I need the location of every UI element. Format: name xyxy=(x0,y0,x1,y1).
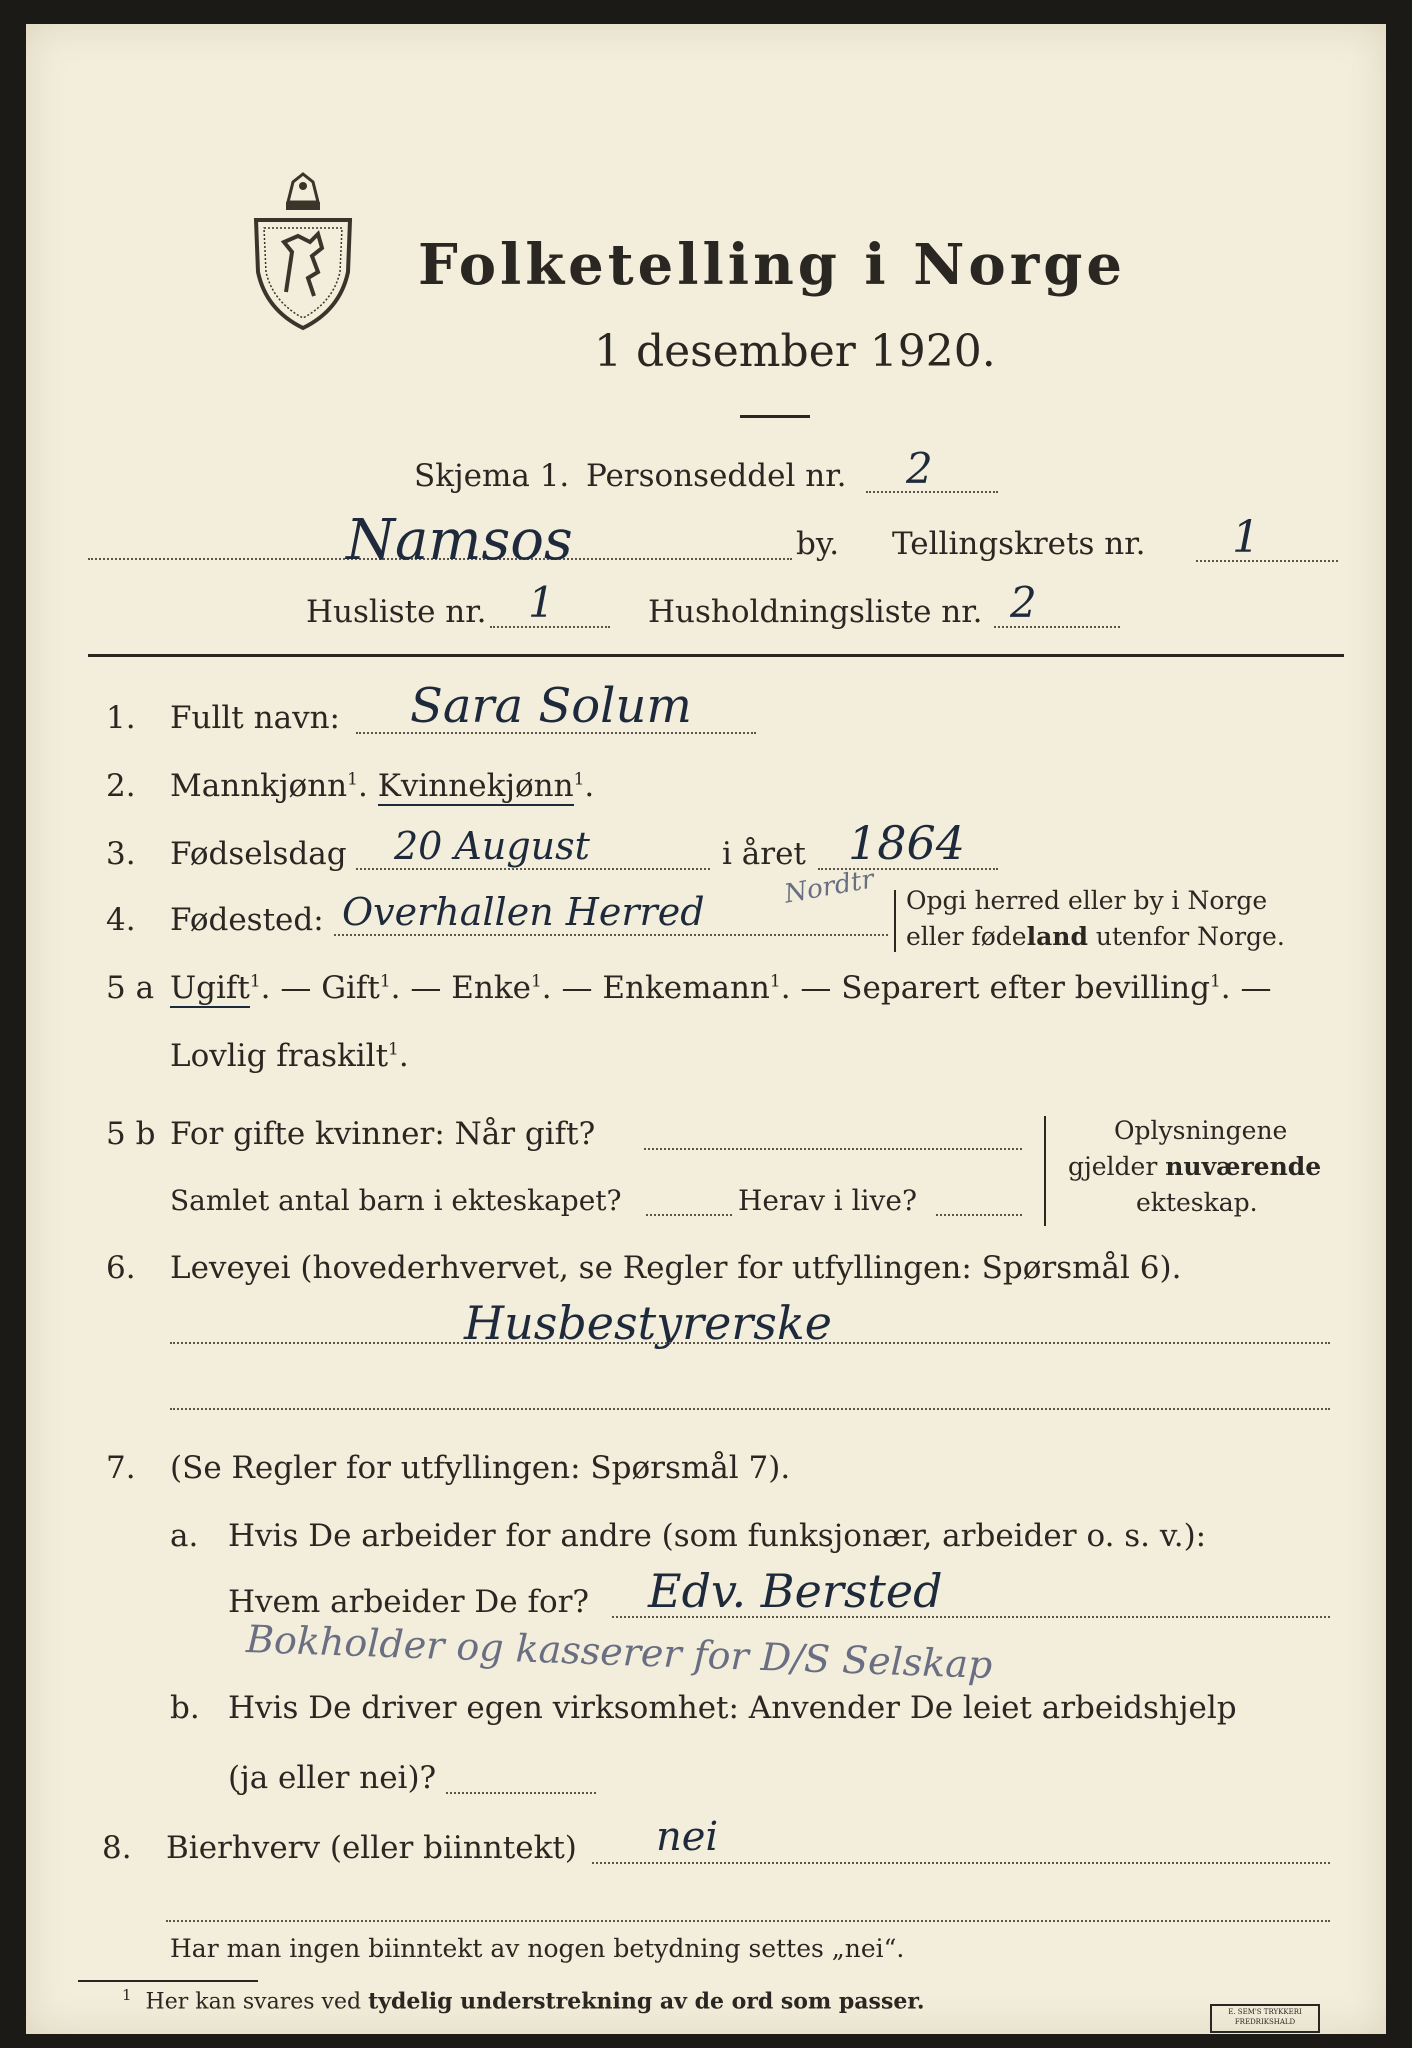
q5b-note-1: Oplysningene xyxy=(1114,1116,1288,1145)
q8-line xyxy=(592,1862,1330,1864)
q5b-brace xyxy=(1044,1116,1046,1226)
nei-note: Har man ingen biinntekt av nogen betydning settes „nei“. xyxy=(170,1934,905,1963)
full-name-value[interactable]: Sara Solum xyxy=(410,678,692,734)
marital-fraskilt-line: Lovlig fraskilt$^1$. xyxy=(170,1038,409,1074)
census-date: 1 desember 1920. xyxy=(594,326,996,377)
q5b-alive-label: Herav i live? xyxy=(738,1184,917,1217)
q5b-married-line xyxy=(644,1148,1022,1150)
birthday-value[interactable]: 20 August xyxy=(394,824,590,868)
tellingskrets-label: Tellingskrets nr. xyxy=(892,526,1146,562)
q5b-note-3: ekteskap. xyxy=(1136,1188,1258,1217)
gender-male[interactable]: Mannkjønn xyxy=(170,768,348,804)
husholdningsliste-label: Husholdningsliste nr. xyxy=(648,594,983,630)
marital-fraskilt[interactable]: Lovlig fraskilt xyxy=(170,1038,389,1074)
q5b-number: 5 b xyxy=(106,1116,156,1152)
q3-label: Fødselsdag xyxy=(170,836,347,872)
marital-enke[interactable]: Enke xyxy=(451,970,531,1006)
husholdningsliste-value[interactable]: 2 xyxy=(1010,578,1037,627)
q5b-note-2: gjelder nuværende xyxy=(1068,1152,1322,1181)
q7a-text: Hvis De arbeider for andre (som funksjonær, arbeider o. s. v.): xyxy=(228,1518,1207,1554)
q7-number: 7. xyxy=(106,1450,136,1486)
q4-number: 4. xyxy=(106,902,136,938)
q5a-number: 5 a xyxy=(106,970,155,1006)
q2-number: 2. xyxy=(106,768,136,804)
q7b-line xyxy=(446,1792,596,1794)
q7a-question: Hvem arbeider De for? xyxy=(228,1584,590,1620)
q5b-children-line xyxy=(646,1214,732,1216)
gender-female[interactable]: Kvinnekjønn xyxy=(377,768,574,804)
q7-label: (Se Regler for utfyllingen: Spørsmål 7). xyxy=(170,1450,791,1486)
employer-value[interactable]: Edv. Bersted xyxy=(648,1564,943,1618)
tellingskrets-line xyxy=(1196,560,1338,562)
q3-line xyxy=(356,868,710,870)
census-form xyxy=(26,24,1386,2034)
q6-line-1 xyxy=(170,1342,1330,1344)
q1-number: 1. xyxy=(106,700,136,736)
q7a-number: a. xyxy=(170,1518,199,1554)
by-label: by. xyxy=(796,526,840,562)
tellingskrets-value[interactable]: 1 xyxy=(1232,512,1260,563)
husliste-value[interactable]: 1 xyxy=(528,578,555,627)
printer-stamp: E. SEM'S TRYKKERI FREDRIKSHALD xyxy=(1210,2004,1320,2033)
husliste-label: Husliste nr. xyxy=(306,594,487,630)
birth-year-value[interactable]: 1864 xyxy=(848,816,966,870)
birthplace-note[interactable]: Nordtr xyxy=(782,864,877,910)
q6-label: Leveyei (hovederhvervet, se Regler for utfyllingen: Spørsmål 6). xyxy=(170,1250,1182,1286)
q3-number: 3. xyxy=(106,836,136,872)
q4-side-note-1: Opgi herred eller by i Norge xyxy=(906,886,1268,915)
q8-label: Bierhverv (eller biinntekt) xyxy=(166,1830,577,1866)
q4-brace xyxy=(894,890,896,952)
q5b-children-label: Samlet antal barn i ekteskapet? xyxy=(170,1184,622,1217)
title-rule xyxy=(740,415,810,418)
q8-line-2 xyxy=(166,1920,1330,1922)
footnote-rule xyxy=(78,1980,258,1982)
marital-gift[interactable]: Gift xyxy=(321,970,380,1006)
marital-separert[interactable]: Separert efter bevilling xyxy=(841,970,1210,1006)
skjema-label: Skjema 1. xyxy=(414,458,570,494)
q6-line-2 xyxy=(170,1408,1330,1410)
q4-line xyxy=(334,934,888,936)
q6-number: 6. xyxy=(106,1250,136,1286)
q4-side-note-2: eller fødeland utenfor Norge. xyxy=(906,922,1285,951)
q7b-text: Hvis De driver egen virksomhet: Anvender De leiet arbeidshjelp xyxy=(228,1690,1237,1726)
marital-ugift[interactable]: Ugift xyxy=(170,970,250,1006)
footnote: $^1$ Her kan svares ved tydelig understrekning av de ord som passer. xyxy=(122,1986,925,2015)
q4-label: Fødested: xyxy=(170,902,324,938)
header-divider xyxy=(88,654,1344,657)
q5b-label: For gifte kvinner: Når gift? xyxy=(170,1116,596,1152)
q5b-alive-line xyxy=(936,1214,1022,1216)
side-income-value[interactable]: nei xyxy=(656,1814,719,1860)
marital-options: Ugift$^1$. — Gift$^1$. — Enke$^1$. — Enkemann$^1$. — Separert efter bevilling$^1$. — xyxy=(170,970,1272,1006)
q7b-number: b. xyxy=(170,1690,200,1726)
q7b-question: (ja eller nei)? xyxy=(228,1760,437,1796)
form-title: Folketelling i Norge xyxy=(418,232,1127,298)
place-value[interactable]: Namsos xyxy=(346,508,573,573)
q3-year-label: i året xyxy=(722,836,806,872)
birthplace-value[interactable]: Overhallen Herred xyxy=(342,890,705,934)
q8-number: 8. xyxy=(102,1830,132,1866)
norwegian-coat-of-arms-icon xyxy=(248,172,358,332)
q1-label: Fullt navn: xyxy=(170,700,340,736)
employer-note[interactable]: Bokholder og kasserer for D/S Selskap xyxy=(245,1616,994,1688)
marital-enkemann[interactable]: Enkemann xyxy=(602,970,770,1006)
personseddel-value[interactable]: 2 xyxy=(906,444,933,493)
gender-options: Mannkjønn$^1$. Kvinnekjønn$^1$. xyxy=(170,768,595,804)
occupation-value[interactable]: Husbestyrerske xyxy=(464,1296,832,1350)
personseddel-label: Personseddel nr. xyxy=(586,458,847,494)
